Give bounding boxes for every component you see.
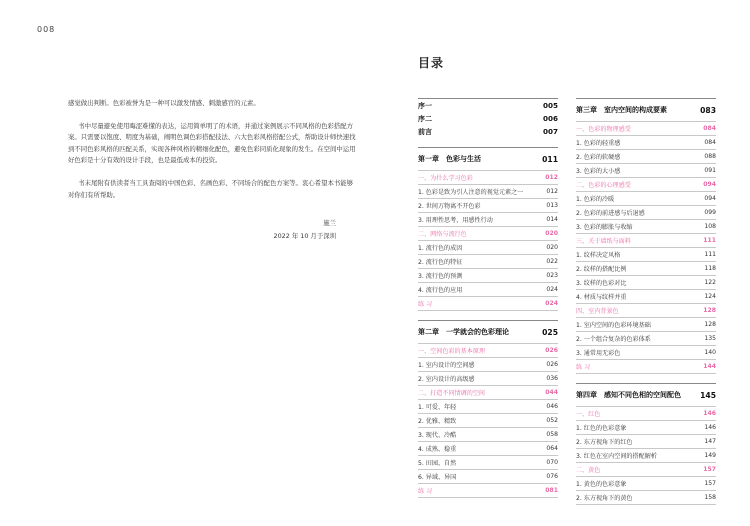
toc-entry-label: 1. 纹样决定风格 [576, 252, 621, 259]
toc-entry-label: 2. 一个组合复杂的色彩体系 [576, 336, 651, 343]
toc-entry[interactable] [418, 414, 558, 427]
toc-entry-page: 124 [704, 293, 716, 300]
toc-entry-page: 024 [546, 286, 558, 293]
toc-entry-page: 012 [546, 188, 558, 195]
toc-entry-label: 一、空间色彩的基本原理 [418, 348, 486, 355]
toc-entry-label: 练 习 [418, 488, 433, 495]
toc-entry-label: 3. 色彩的大小感 [576, 168, 621, 175]
toc-entry[interactable] [576, 262, 716, 275]
toc-entry-page: 094 [704, 195, 716, 202]
toc-entry[interactable] [576, 491, 716, 504]
toc-entry-page: 111 [703, 237, 716, 244]
toc-entry-page: 025 [542, 327, 558, 337]
toc-entry-page: 058 [546, 431, 558, 438]
toc-entry-label: 三、关于墙纸与面料 [576, 238, 631, 245]
toc-entry[interactable] [576, 136, 716, 149]
toc-section[interactable] [576, 178, 716, 191]
toc-entry-label: 3. 红色在室内空间的搭配解析 [576, 453, 657, 460]
toc-entry-label: 二、打造不同情调的空间 [418, 390, 486, 397]
toc-column-left [418, 98, 558, 498]
toc-entry-page: 044 [545, 389, 558, 396]
toc-entry-page: 020 [546, 244, 558, 251]
toc-entry-label: 1. 室内设计的空间感 [418, 362, 475, 369]
toc-entry-page: 024 [545, 300, 558, 307]
toc-entry-label: 二、色彩的心理感受 [576, 182, 631, 189]
toc-entry-label: 2. 东方视角下的黄色 [576, 495, 633, 502]
toc-entry-page: 026 [545, 347, 558, 354]
toc-chapter[interactable] [418, 148, 558, 170]
page-number: 008 [37, 25, 56, 34]
toc-entry-page: 046 [546, 403, 558, 410]
toc-section[interactable] [576, 304, 716, 317]
toc-entry-label: 练 习 [418, 301, 433, 308]
toc-entry-label: 3. 流行色的预测 [418, 273, 463, 280]
toc-entry-label: 2. 优雅、精致 [418, 418, 457, 425]
toc-section[interactable] [576, 463, 716, 476]
toc-entry-label: 3. 通常用无彩色 [576, 350, 621, 357]
toc-section[interactable] [418, 484, 558, 497]
toc-entry[interactable] [576, 421, 716, 434]
toc-entry[interactable] [576, 206, 716, 219]
spacer [576, 374, 716, 383]
toc-entry-label: 一、为什么学习色彩 [418, 175, 473, 182]
signature-date: 2022 年 10 月于深圳 [273, 232, 336, 240]
toc-entry-label: 第四章 感知不同色相的空间配色 [576, 391, 681, 399]
toc-entry-label: 4. 材质与纹样并重 [576, 294, 627, 301]
toc-entry-page: 147 [704, 438, 716, 445]
toc-entry-label: 2. 色彩的前进感与后退感 [576, 210, 645, 217]
toc-chapter[interactable] [418, 321, 558, 343]
toc-entry-page: 006 [542, 114, 558, 123]
toc-entry[interactable] [576, 346, 716, 359]
toc-entry-label: 二、网络与流行色 [418, 231, 467, 238]
toc-entry-label: 1. 室内空间的色彩环境基础 [576, 322, 651, 329]
toc-entry[interactable] [418, 213, 558, 226]
toc-entry[interactable] [576, 192, 716, 205]
toc-entry-page: 135 [704, 335, 716, 342]
toc-entry-label: 6. 异域、异国 [418, 474, 457, 481]
toc-entry-page: 118 [704, 265, 716, 272]
toc-entry-page: 020 [545, 230, 558, 237]
toc-entry-label: 1. 色彩的轻重感 [576, 140, 621, 147]
toc-entry-label: 4. 流行色的应用 [418, 287, 463, 294]
toc-entry-page: 084 [704, 139, 716, 146]
toc-entry-label: 第一章 色彩与生活 [418, 155, 481, 163]
toc-entry-label: 1. 可爱、年轻 [418, 404, 457, 411]
toc-entry-page: 094 [703, 181, 716, 188]
toc-entry[interactable] [418, 372, 558, 385]
toc-entry-page: 128 [703, 307, 716, 314]
toc-section[interactable] [418, 344, 558, 357]
toc-entry-label: 1. 色彩的冷暖 [576, 196, 615, 203]
toc-entry-label: 3. 色彩的膨胀与收缩 [576, 224, 633, 231]
toc-entry[interactable] [576, 150, 716, 163]
toc-entry[interactable] [418, 241, 558, 254]
toc-entry-page: 083 [700, 105, 716, 115]
toc-entry-page: 108 [704, 223, 716, 230]
toc-entry-label: 3. 现代、冷酷 [418, 432, 457, 439]
preface-paragraph-3: 书末尾附有供读者当工具查阅的中国色彩、名画色彩、不同场合的配色方案等。衷心希望本书能够对你们有所帮助。 [68, 178, 354, 199]
toc-entry[interactable] [418, 428, 558, 441]
toc-entry-label: 一、红色 [576, 411, 601, 418]
toc-entry-label: 3. 纹样的色彩对比 [576, 280, 627, 287]
toc-section[interactable] [576, 122, 716, 135]
toc-entry-page: 088 [704, 153, 716, 160]
toc-entry[interactable] [576, 449, 716, 462]
toc-entry-page: 036 [546, 375, 558, 382]
toc-section[interactable] [576, 407, 716, 420]
toc-entry[interactable] [576, 290, 716, 303]
toc-title: 目录 [418, 56, 445, 70]
toc-entry[interactable] [418, 269, 558, 282]
toc-entry-page: 011 [542, 154, 558, 164]
toc-entry-label: 5. 田园、自然 [418, 460, 457, 467]
toc-entry-page: 013 [546, 202, 558, 209]
toc-entry-label: 4. 成熟、稳重 [418, 446, 457, 453]
signature-name: 施兰 [323, 219, 336, 227]
toc-entry-page: 012 [545, 174, 558, 181]
divider [576, 504, 716, 505]
toc-entry-page: 081 [545, 487, 558, 494]
toc-entry[interactable] [576, 248, 716, 261]
toc-entry-page: 140 [704, 349, 716, 356]
toc-entry-label: 3. 用理性思考，用感性行动 [418, 217, 493, 224]
toc-entry-page: 091 [704, 167, 716, 174]
toc-entry[interactable] [418, 358, 558, 371]
toc-entry-label: 2. 纹样的搭配比例 [576, 266, 627, 273]
preface-text [68, 98, 358, 212]
toc-front-entry[interactable] [418, 112, 558, 125]
toc-entry-label: 一、色彩的物理感受 [576, 126, 631, 133]
divider [418, 497, 558, 498]
toc-entry-label: 四、室内背景色 [576, 308, 619, 315]
toc-entry[interactable] [576, 435, 716, 448]
toc-entry-label: 2. 东方视角下的红色 [576, 439, 633, 446]
toc-entry[interactable] [418, 400, 558, 413]
toc-entry[interactable] [576, 164, 716, 177]
toc-front-entry[interactable] [418, 125, 558, 138]
toc-section[interactable] [418, 297, 558, 310]
toc-entry-label: 1. 黄色的色彩意象 [576, 481, 627, 488]
toc-entry-label: 2. 世间万物离不开色彩 [418, 203, 481, 210]
toc-entry-label: 1. 流行色的成因 [418, 245, 463, 252]
toc-entry-page: 145 [700, 390, 716, 400]
toc-section[interactable] [418, 227, 558, 240]
toc-entry[interactable] [418, 255, 558, 268]
toc-entry-page: 007 [542, 127, 558, 136]
toc-entry-page: 022 [546, 258, 558, 265]
toc-entry-label: 1. 红色的色彩意象 [576, 425, 627, 432]
toc-entry-label: 1. 色彩是致为引人注意的视觉元素之一 [418, 189, 524, 196]
toc-entry[interactable] [576, 220, 716, 233]
toc-column-right [576, 98, 716, 505]
toc-entry-label: 序一 [418, 101, 432, 110]
toc-entry-page: 146 [704, 424, 716, 431]
toc-entry-page: 023 [546, 272, 558, 279]
toc-entry-page: 099 [704, 209, 716, 216]
toc-entry-label: 2. 流行色的特征 [418, 259, 463, 266]
spacer [418, 138, 558, 147]
toc-entry-page: 144 [703, 363, 716, 370]
toc-entry-page: 122 [704, 279, 716, 286]
toc-entry-page: 128 [704, 321, 716, 328]
toc-entry-page: 070 [546, 459, 558, 466]
toc-entry-page: 076 [546, 473, 558, 480]
toc-entry[interactable] [418, 199, 558, 212]
toc-entry-label: 前言 [418, 127, 432, 136]
toc-section[interactable] [418, 386, 558, 399]
toc-entry-label: 序二 [418, 114, 432, 123]
toc-entry-page: 052 [546, 417, 558, 424]
toc-entry[interactable] [576, 332, 716, 345]
preface-paragraph-1: 感觉做出判断。色彩被誉为是一种可以激发情感、刺激感官的元素。 [68, 99, 260, 107]
toc-entry[interactable] [418, 470, 558, 483]
toc-entry-page: 014 [546, 216, 558, 223]
toc-section[interactable] [418, 171, 558, 184]
toc-chapter[interactable] [576, 99, 716, 121]
toc-entry-page: 111 [704, 251, 716, 258]
toc-entry-page: 005 [542, 101, 558, 110]
toc-entry-label: 2. 室内设计的高级感 [418, 376, 475, 383]
toc-entry[interactable] [576, 477, 716, 490]
toc-entry[interactable] [576, 318, 716, 331]
toc-entry-page: 146 [703, 410, 716, 417]
toc-entry-label: 第三章 室内空间的构成要素 [576, 106, 667, 114]
preface-paragraph-2: 书中尽量避免使用晦涩难懂的表达，运用简单明了的术语，并通过案例展示不同风格的色彩搭配方案。只需要以饱度、明度为基础，阐明色调色彩搭配技法、六大色彩风格搭配公式，帮助设计师快速找到不同色彩风格的匹配关系，实现各种风格的精细化配色，避免色彩同质化现象的发生。在空间中运用好色彩是十分有效的设计手段，也是最低成本的投资。 [68, 121, 356, 165]
toc-entry-label: 练 习 [576, 364, 591, 371]
toc-entry-label: 二、黄色 [576, 467, 601, 474]
toc-entry-page: 064 [546, 445, 558, 452]
toc-entry-page: 149 [704, 452, 716, 459]
toc-entry-page: 157 [704, 480, 716, 487]
toc-entry[interactable] [418, 185, 558, 198]
toc-entry[interactable] [418, 456, 558, 469]
toc-chapter[interactable] [576, 384, 716, 406]
toc-entry-page: 084 [703, 125, 716, 132]
toc-front-entry[interactable] [418, 99, 558, 112]
toc-entry-label: 第二章 一学就会的色彩理论 [418, 328, 509, 336]
toc-section[interactable] [576, 360, 716, 373]
toc-entry[interactable] [576, 276, 716, 289]
toc-entry-page: 158 [704, 494, 716, 501]
toc-entry-label: 2. 色彩的软硬感 [576, 154, 621, 161]
toc-section[interactable] [576, 234, 716, 247]
toc-entry-page: 157 [703, 466, 716, 473]
toc-entry[interactable] [418, 442, 558, 455]
spacer [418, 311, 558, 320]
toc-entry-page: 026 [546, 361, 558, 368]
toc-entry[interactable] [418, 283, 558, 296]
